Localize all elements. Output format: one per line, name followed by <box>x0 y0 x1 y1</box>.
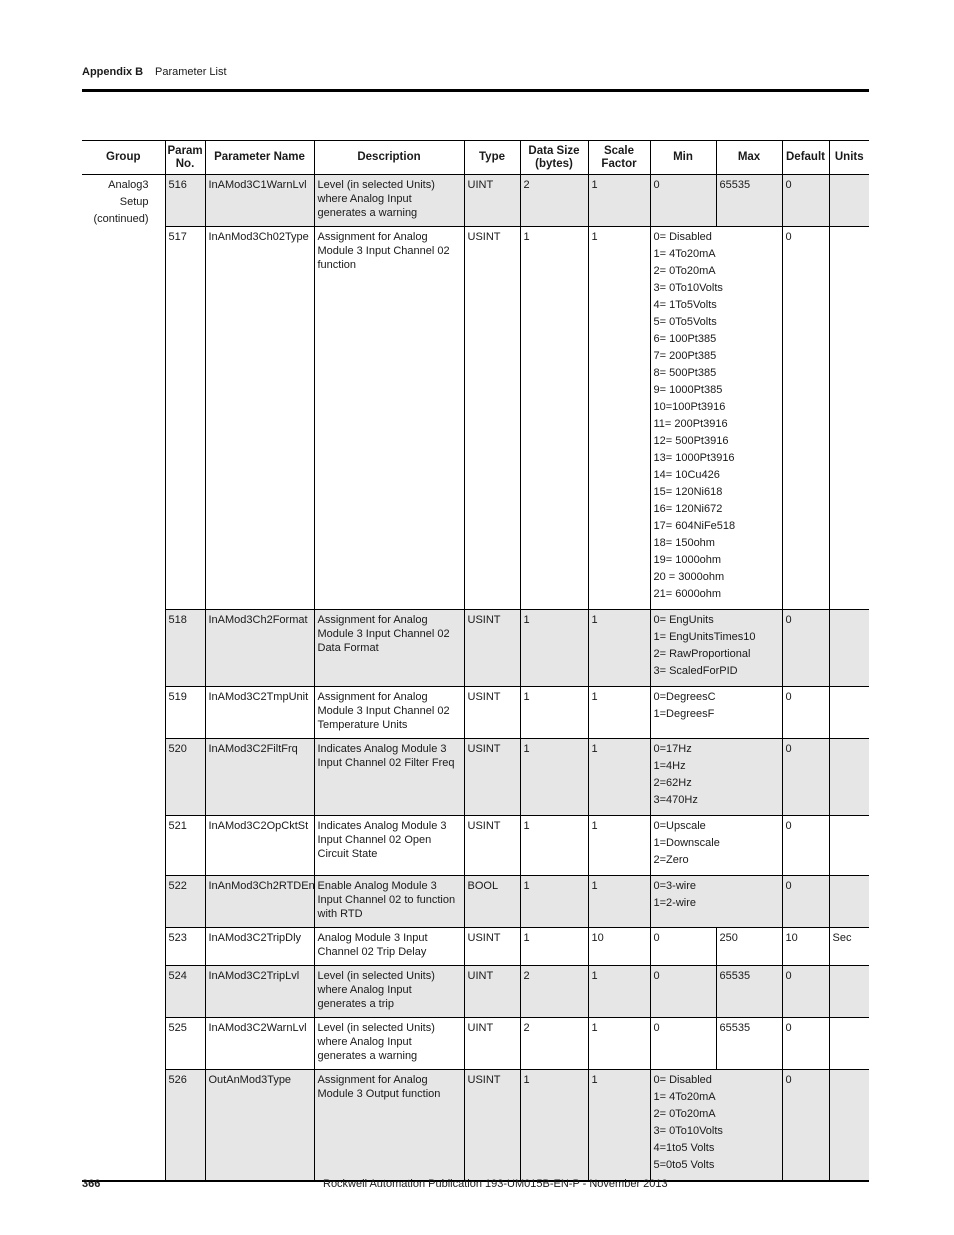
header-rule <box>82 89 869 92</box>
param-type: USINT <box>464 1070 520 1182</box>
option-item: 4= 1To5Volts <box>653 299 717 311</box>
table-body <box>82 175 869 1182</box>
param-scale-factor: 1 <box>588 1018 650 1070</box>
option-item: 6= 100Pt385 <box>653 333 717 345</box>
param-type: USINT <box>464 816 520 876</box>
option-item: 20 = 3000ohm <box>653 571 725 583</box>
param-units <box>829 1070 869 1182</box>
table-row <box>82 687 869 739</box>
param-name: InAMod3C2OpCktSt <box>205 816 314 876</box>
param-data-size: 1 <box>520 876 588 928</box>
header-row <box>82 141 869 175</box>
appendix-label: Appendix B <box>82 66 144 78</box>
param-name: InAMod3C2TripDly <box>205 928 314 966</box>
param-description: Level (in selected Units) where Analog Input generates a trip <box>314 966 464 1018</box>
param-data-size: 1 <box>520 816 588 876</box>
option-item: 0=DegreesC <box>653 691 716 703</box>
param-scale-factor: 1 <box>588 610 650 687</box>
option-item: 1=2-wire <box>653 897 696 909</box>
option-item: 14= 10Cu426 <box>653 469 720 481</box>
param-description: Level (in selected Units) where Analog Input generates a warning <box>314 1018 464 1070</box>
col-type-header: Type <box>464 141 520 175</box>
param-data-size: 1 <box>520 928 588 966</box>
param-default: 0 <box>782 966 829 1018</box>
param-data-size: 2 <box>520 1018 588 1070</box>
param-units <box>829 876 869 928</box>
col-param-no-header: Param No. <box>165 141 205 175</box>
option-item: 0=17Hz <box>653 743 692 755</box>
param-value-options <box>650 739 782 816</box>
option-item: 2=Zero <box>653 854 689 866</box>
param-default: 0 <box>782 687 829 739</box>
param-type: UINT <box>464 966 520 1018</box>
option-item: 5=0to5 Volts <box>653 1159 715 1171</box>
param-description: Indicates Analog Module 3 Input Channel 02 Open Circuit State <box>314 816 464 876</box>
option-item: 11= 200Pt3916 <box>653 418 728 430</box>
param-data-size: 1 <box>520 687 588 739</box>
table-row <box>82 928 869 966</box>
param-default: 0 <box>782 227 829 610</box>
param-data-size: 1 <box>520 610 588 687</box>
section-title: Parameter List <box>155 66 227 78</box>
param-value-options <box>650 876 782 928</box>
option-item: 18= 150ohm <box>653 537 715 549</box>
param-scale-factor: 1 <box>588 227 650 610</box>
param-scale-factor: 1 <box>588 816 650 876</box>
param-data-size: 1 <box>520 739 588 816</box>
param-type: USINT <box>464 610 520 687</box>
param-max: 65535 <box>716 175 782 227</box>
param-scale-factor: 1 <box>588 175 650 227</box>
group-label: (continued) <box>93 213 149 225</box>
param-data-size: 2 <box>520 175 588 227</box>
table-row <box>82 816 869 876</box>
param-units <box>829 739 869 816</box>
param-number: 525 <box>165 1018 205 1070</box>
param-name: InAMod3C1WarnLvl <box>205 175 314 227</box>
option-item: 3= ScaledForPID <box>653 665 738 677</box>
param-units: Sec <box>829 928 869 966</box>
param-default: 0 <box>782 876 829 928</box>
option-item: 8= 500Pt385 <box>653 367 717 379</box>
option-item: 0= Disabled <box>653 231 712 243</box>
option-item: 2= 0To20mA <box>653 1108 716 1120</box>
param-name: OutAnMod3Type <box>205 1070 314 1182</box>
param-data-size: 1 <box>520 227 588 610</box>
param-number: 519 <box>165 687 205 739</box>
param-scale-factor: 1 <box>588 966 650 1018</box>
param-type: UINT <box>464 175 520 227</box>
col-min-header: Min <box>650 141 716 175</box>
param-max: 65535 <box>716 966 782 1018</box>
param-default: 0 <box>782 610 829 687</box>
param-type: BOOL <box>464 876 520 928</box>
option-item: 9= 1000Pt385 <box>653 384 723 396</box>
param-max: 250 <box>716 928 782 966</box>
param-number: 523 <box>165 928 205 966</box>
option-item: 1= 4To20mA <box>653 248 716 260</box>
param-type: UINT <box>464 1018 520 1070</box>
param-scale-factor: 1 <box>588 687 650 739</box>
param-units <box>829 1018 869 1070</box>
table-row <box>82 1018 869 1070</box>
param-name: InAMod3C2TripLvl <box>205 966 314 1018</box>
param-min: 0 <box>650 966 716 1018</box>
col-max-header: Max <box>716 141 782 175</box>
param-type: USINT <box>464 739 520 816</box>
param-data-size: 1 <box>520 1070 588 1182</box>
param-value-options <box>650 687 782 739</box>
param-number: 521 <box>165 816 205 876</box>
col-param-name-header: Parameter Name <box>205 141 314 175</box>
option-item: 2= 0To20mA <box>653 265 716 277</box>
param-value-options <box>650 816 782 876</box>
table-row <box>82 1070 869 1182</box>
param-default: 0 <box>782 1070 829 1182</box>
param-scale-factor: 1 <box>588 876 650 928</box>
param-units <box>829 227 869 610</box>
param-description: Indicates Analog Module 3 Input Channel 02 Filter Freq <box>314 739 464 816</box>
param-name: InAMod3C2WarnLvl <box>205 1018 314 1070</box>
option-item: 13= 1000Pt3916 <box>653 452 735 464</box>
option-item: 2=62Hz <box>653 777 692 789</box>
param-data-size: 2 <box>520 966 588 1018</box>
option-item: 0= Disabled <box>653 1074 712 1086</box>
param-units <box>829 687 869 739</box>
table-row <box>82 610 869 687</box>
param-scale-factor: 1 <box>588 1070 650 1182</box>
param-name: InAnMod3Ch02Type <box>205 227 314 610</box>
param-value-options <box>650 227 782 610</box>
option-item: 1= EngUnitsTimes10 <box>653 631 756 643</box>
option-item: 21= 6000ohm <box>653 588 722 600</box>
option-item: 19= 1000ohm <box>653 554 722 566</box>
col-description-header: Description <box>314 141 464 175</box>
option-item: 7= 200Pt385 <box>653 350 717 362</box>
col-group-header: Group <box>82 141 165 175</box>
param-default: 0 <box>782 175 829 227</box>
option-item: 0=3-wire <box>653 880 696 892</box>
option-item: 12= 500Pt3916 <box>653 435 729 447</box>
param-name: InAMod3C2TmpUnit <box>205 687 314 739</box>
table-row <box>82 739 869 816</box>
param-description: Level (in selected Units) where Analog Input generates a warning <box>314 175 464 227</box>
param-value-options <box>650 610 782 687</box>
param-default: 0 <box>782 739 829 816</box>
param-scale-factor: 10 <box>588 928 650 966</box>
param-default: 0 <box>782 1018 829 1070</box>
param-description: Assignment for Analog Module 3 Input Channel 02 Temperature Units <box>314 687 464 739</box>
option-item: 2= RawProportional <box>653 648 751 660</box>
table-row <box>82 227 869 610</box>
parameter-table <box>82 140 869 1182</box>
option-item: 1=DegreesF <box>653 708 715 720</box>
param-default: 10 <box>782 928 829 966</box>
param-type: USINT <box>464 227 520 610</box>
option-item: 3=470Hz <box>653 794 698 806</box>
param-number: 522 <box>165 876 205 928</box>
param-description: Enable Analog Module 3 Input Channel 02 to function with RTD <box>314 876 464 928</box>
param-max: 65535 <box>716 1018 782 1070</box>
param-name: InAnMod3Ch2RTDEn <box>205 876 314 928</box>
param-description: Assignment for Analog Module 3 Input Channel 02 function <box>314 227 464 610</box>
param-description: Assignment for Analog Module 3 Input Channel 02 Data Format <box>314 610 464 687</box>
table-row <box>82 175 869 227</box>
param-number: 524 <box>165 966 205 1018</box>
param-type: USINT <box>464 928 520 966</box>
param-default: 0 <box>782 816 829 876</box>
table-header <box>82 141 869 175</box>
option-item: 5= 0To5Volts <box>653 316 717 328</box>
page-number: 366 <box>82 1178 101 1190</box>
param-scale-factor: 1 <box>588 739 650 816</box>
param-description: Analog Module 3 Input Channel 02 Trip Delay <box>314 928 464 966</box>
param-min: 0 <box>650 928 716 966</box>
group-cell <box>82 175 165 1182</box>
option-item: 15= 120Ni618 <box>653 486 723 498</box>
param-units <box>829 175 869 227</box>
param-name: InAMod3Ch2Format <box>205 610 314 687</box>
col-data-size-header: Data Size (bytes) <box>520 141 588 175</box>
param-description: Assignment for Analog Module 3 Output function <box>314 1070 464 1182</box>
col-scale-factor-header: Scale Factor <box>588 141 650 175</box>
option-item: 10=100Pt3916 <box>653 401 726 413</box>
option-item: 17= 604NiFe518 <box>653 520 736 532</box>
page-header <box>82 66 868 84</box>
publication-info: Rockwell Automation Publication 193-UM015B-EN-P - November 2013 <box>323 1178 668 1190</box>
option-item: 0= EngUnits <box>653 614 714 626</box>
option-item: 3= 0To10Volts <box>653 282 723 294</box>
table-row <box>82 966 869 1018</box>
table-row <box>82 876 869 928</box>
param-type: USINT <box>464 687 520 739</box>
col-default-header: Default <box>782 141 829 175</box>
param-number: 517 <box>165 227 205 610</box>
option-item: 1=Downscale <box>653 837 720 849</box>
option-item: 16= 120Ni672 <box>653 503 723 515</box>
option-item: 1=4Hz <box>653 760 686 772</box>
param-name: InAMod3C2FiltFrq <box>205 739 314 816</box>
param-min: 0 <box>650 175 716 227</box>
option-item: 0=Upscale <box>653 820 706 832</box>
param-number: 526 <box>165 1070 205 1182</box>
param-number: 518 <box>165 610 205 687</box>
col-units-header: Units <box>829 141 869 175</box>
group-label: Analog3 Setup <box>108 179 149 208</box>
param-units <box>829 966 869 1018</box>
param-min: 0 <box>650 1018 716 1070</box>
param-units <box>829 816 869 876</box>
option-item: 3= 0To10Volts <box>653 1125 723 1137</box>
param-units <box>829 610 869 687</box>
param-number: 520 <box>165 739 205 816</box>
option-item: 4=1to5 Volts <box>653 1142 715 1154</box>
param-number: 516 <box>165 175 205 227</box>
option-item: 1= 4To20mA <box>653 1091 716 1103</box>
param-value-options <box>650 1070 782 1182</box>
